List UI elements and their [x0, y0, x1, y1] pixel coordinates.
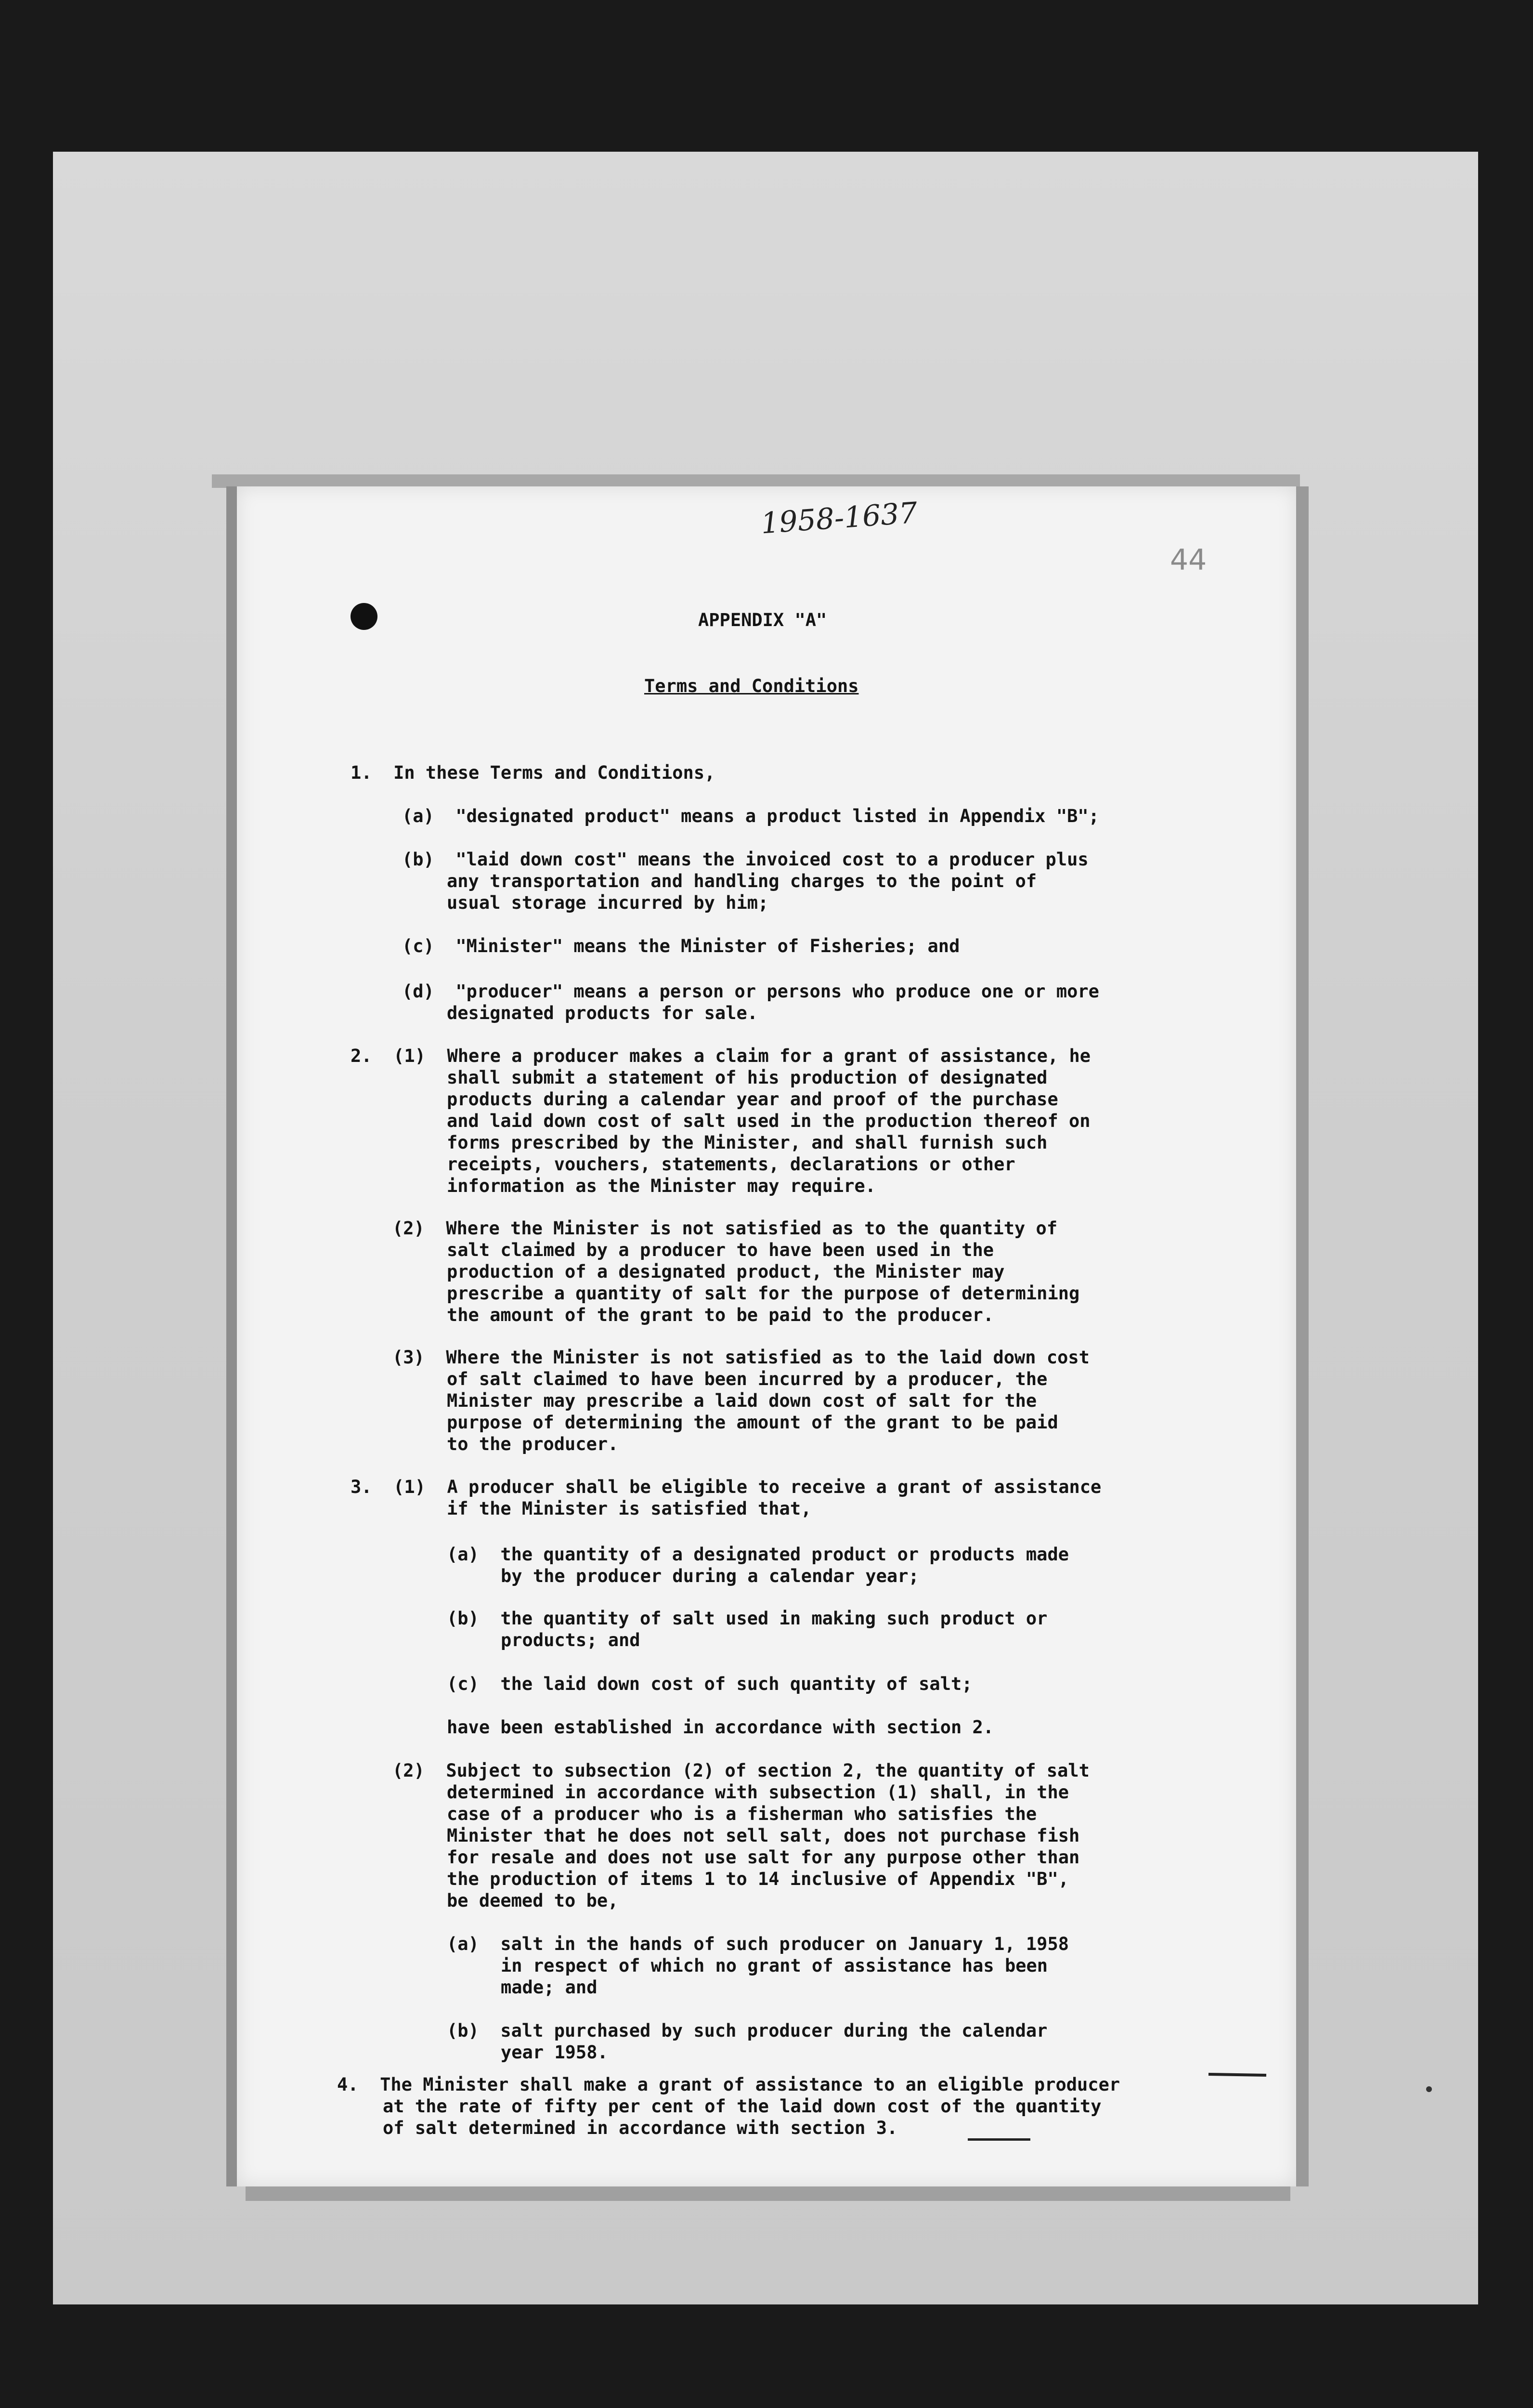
text-line: designated products for sale. [447, 1003, 758, 1023]
text-line: 1. In these Terms and Conditions, [351, 762, 715, 783]
text-line: shall submit a statement of his production of designated [447, 1067, 1048, 1088]
text-line: salt claimed by a producer to have been used in the [447, 1240, 994, 1260]
text-line: (a) the quantity of a designated product or products made [447, 1544, 1069, 1565]
text-line: (a) "designated product" means a product listed in Appendix "B"; [402, 806, 1099, 826]
text-line: production of a designated product, the Minister may [447, 1261, 1005, 1282]
text-line: Minister that he does not sell salt, does not purchase fish [447, 1825, 1080, 1846]
text-line: products; and [501, 1630, 640, 1650]
handwritten-reference: 1958-1637 [759, 496, 919, 541]
text-line: Minister may prescribe a laid down cost of salt for the [447, 1390, 1037, 1411]
text-line: if the Minister is satisfied that, [447, 1498, 812, 1519]
text-line: of salt determined in accordance with section 3. [383, 2118, 898, 2138]
text-line: information as the Minister may require. [447, 1176, 876, 1196]
text-line: (d) "producer" means a person or persons who produce one or more [402, 981, 1099, 1002]
text-line: at the rate of fifty per cent of the laid down cost of the quantity [383, 2096, 1102, 2117]
text-line: prescribe a quantity of salt for the purpose of determining [447, 1283, 1080, 1304]
text-line: have been established in accordance with section 2. [447, 1717, 994, 1738]
text-line: to the producer. [447, 1434, 619, 1454]
text-line: year 1958. [501, 2042, 608, 2063]
text-line: be deemed to be, [447, 1890, 619, 1911]
appendix-title: APPENDIX "A" [698, 610, 827, 630]
text-line: (c) the laid down cost of such quantity of salt; [447, 1674, 973, 1694]
text-line: 4. The Minister shall make a grant of assistance to an eligible producer [337, 2074, 1120, 2095]
text-line: by the producer during a calendar year; [501, 1566, 919, 1586]
text-line: 3. (1) A producer shall be eligible to receive a grant of assistance [351, 1477, 1102, 1497]
text-line: the amount of the grant to be paid to the producer. [447, 1305, 994, 1325]
text-line: 2. (1) Where a producer makes a claim for a grant of assistance, he [351, 1046, 1091, 1066]
text-line: products during a calendar year and proof of the purchase [447, 1089, 1058, 1110]
page-edge-bottom [246, 2186, 1290, 2201]
text-line: in respect of which no grant of assistance has been [501, 1955, 1048, 1976]
text-line: of salt claimed to have been incurred by a producer, the [447, 1369, 1048, 1389]
text-line: made; and [501, 1977, 598, 1998]
text-line: for resale and does not use salt for any purpose other than [447, 1847, 1080, 1868]
punch-hole [351, 603, 377, 630]
pen-mark [968, 2138, 1030, 2141]
text-line: the production of items 1 to 14 inclusive of Appendix "B", [447, 1869, 1069, 1889]
text-line: (b) the quantity of salt used in making such product or [447, 1608, 1048, 1629]
text-line: (c) "Minister" means the Minister of Fisheries; and [402, 936, 960, 956]
text-line: usual storage incurred by him; [447, 892, 769, 913]
text-line: purpose of determining the amount of the grant to be paid [447, 1412, 1058, 1433]
text-line: (b) salt purchased by such producer during the calendar [447, 2020, 1048, 2041]
text-line: and laid down cost of salt used in the production thereof on [447, 1111, 1091, 1131]
text-line: determined in accordance with subsection (1) shall, in the [447, 1782, 1069, 1803]
text-line: (a) salt in the hands of such producer on January 1, 1958 [447, 1934, 1069, 1954]
page-number: 44 [1170, 543, 1207, 577]
text-line: (2) Subject to subsection (2) of section 2, the quantity of salt [392, 1760, 1090, 1781]
text-line: case of a producer who is a fisherman who satisfies the [447, 1804, 1037, 1824]
text-line: receipts, vouchers, statements, declarations or other [447, 1154, 1015, 1175]
page-edge-top [212, 474, 1300, 488]
text-line: (b) "laid down cost" means the invoiced cost to a producer plus [402, 849, 1089, 870]
terms-subtitle: Terms and Conditions [644, 676, 859, 696]
text-line: (3) Where the Minister is not satisfied as to the laid down cost [392, 1347, 1090, 1368]
document-page [226, 486, 1309, 2186]
text-line: any transportation and handling charges to the point of [447, 871, 1037, 891]
text-line: (2) Where the Minister is not satisfied as to the quantity of [392, 1218, 1058, 1239]
ink-dot [1426, 2086, 1432, 2092]
text-line: forms prescribed by the Minister, and shall furnish such [447, 1132, 1048, 1153]
